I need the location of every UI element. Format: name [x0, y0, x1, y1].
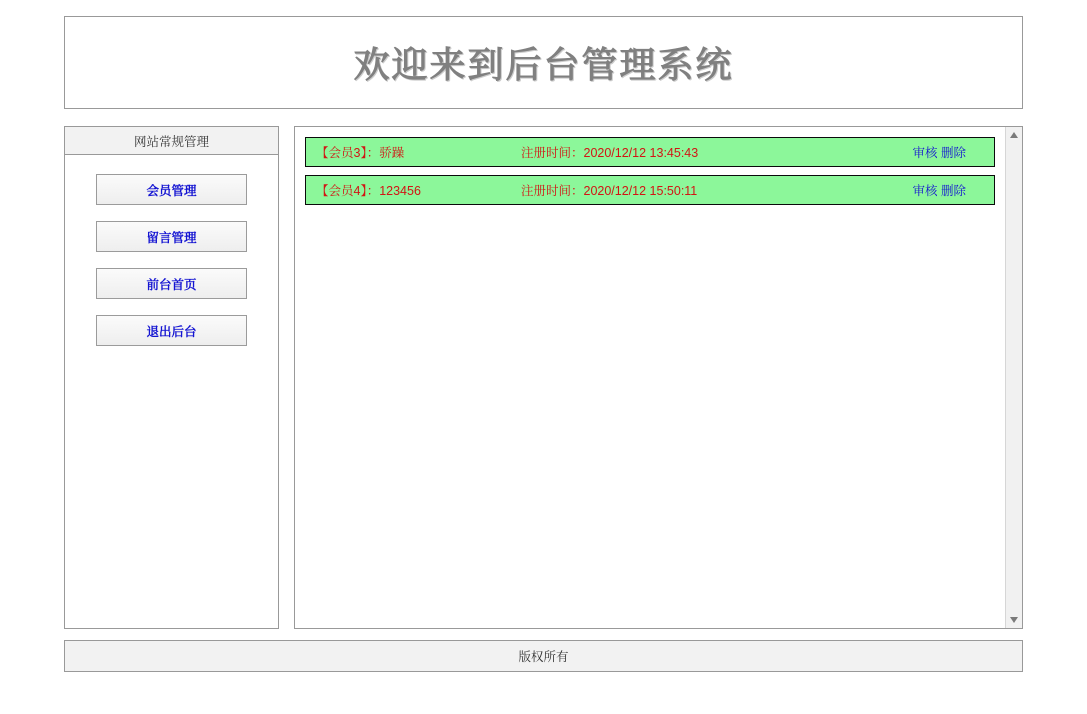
- content-panel: [294, 126, 1023, 629]
- sidebar: [64, 126, 279, 629]
- scroll-down-arrow-icon[interactable]: [1006, 612, 1022, 628]
- sidebar-item-message-management[interactable]: [96, 221, 247, 252]
- sidebar-item-member-management[interactable]: [96, 174, 247, 205]
- sidebar-item-logout[interactable]: [96, 315, 247, 346]
- member-list: [295, 127, 1005, 628]
- member-actions: [912, 181, 966, 199]
- scroll-up-arrow-icon[interactable]: [1006, 127, 1022, 143]
- member-actions: [912, 143, 966, 161]
- sidebar-item-label: 前台首页: [146, 277, 197, 292]
- sidebar-title: 网站常规管理: [65, 127, 278, 155]
- member-register-time: 注册时间：2020/12/12 15:50:11: [521, 184, 698, 198]
- sidebar-menu: [65, 155, 278, 346]
- member-name: 【会员4】：123456: [316, 184, 421, 198]
- delete-link[interactable]: 删除: [940, 184, 966, 198]
- member-name: 【会员3】：骄躁: [316, 146, 405, 160]
- sidebar-item-frontend-home[interactable]: [96, 268, 247, 299]
- table-row[interactable]: [305, 175, 995, 205]
- sidebar-item-label: 留言管理: [146, 230, 197, 245]
- copyright-text: 版权所有: [518, 650, 569, 664]
- table-row[interactable]: [305, 137, 995, 167]
- review-link[interactable]: 审核: [912, 146, 938, 160]
- sidebar-item-label: 退出后台: [146, 324, 197, 339]
- page-header: [64, 16, 1023, 109]
- member-register-time: 注册时间：2020/12/12 13:45:43: [521, 146, 699, 160]
- review-link[interactable]: 审核: [912, 184, 938, 198]
- content-scrollbar[interactable]: [1005, 127, 1022, 628]
- sidebar-item-label: 会员管理: [146, 183, 197, 198]
- page-footer: [64, 640, 1023, 672]
- page-title: 欢迎来到后台管理系统: [353, 44, 734, 85]
- delete-link[interactable]: 删除: [940, 146, 966, 160]
